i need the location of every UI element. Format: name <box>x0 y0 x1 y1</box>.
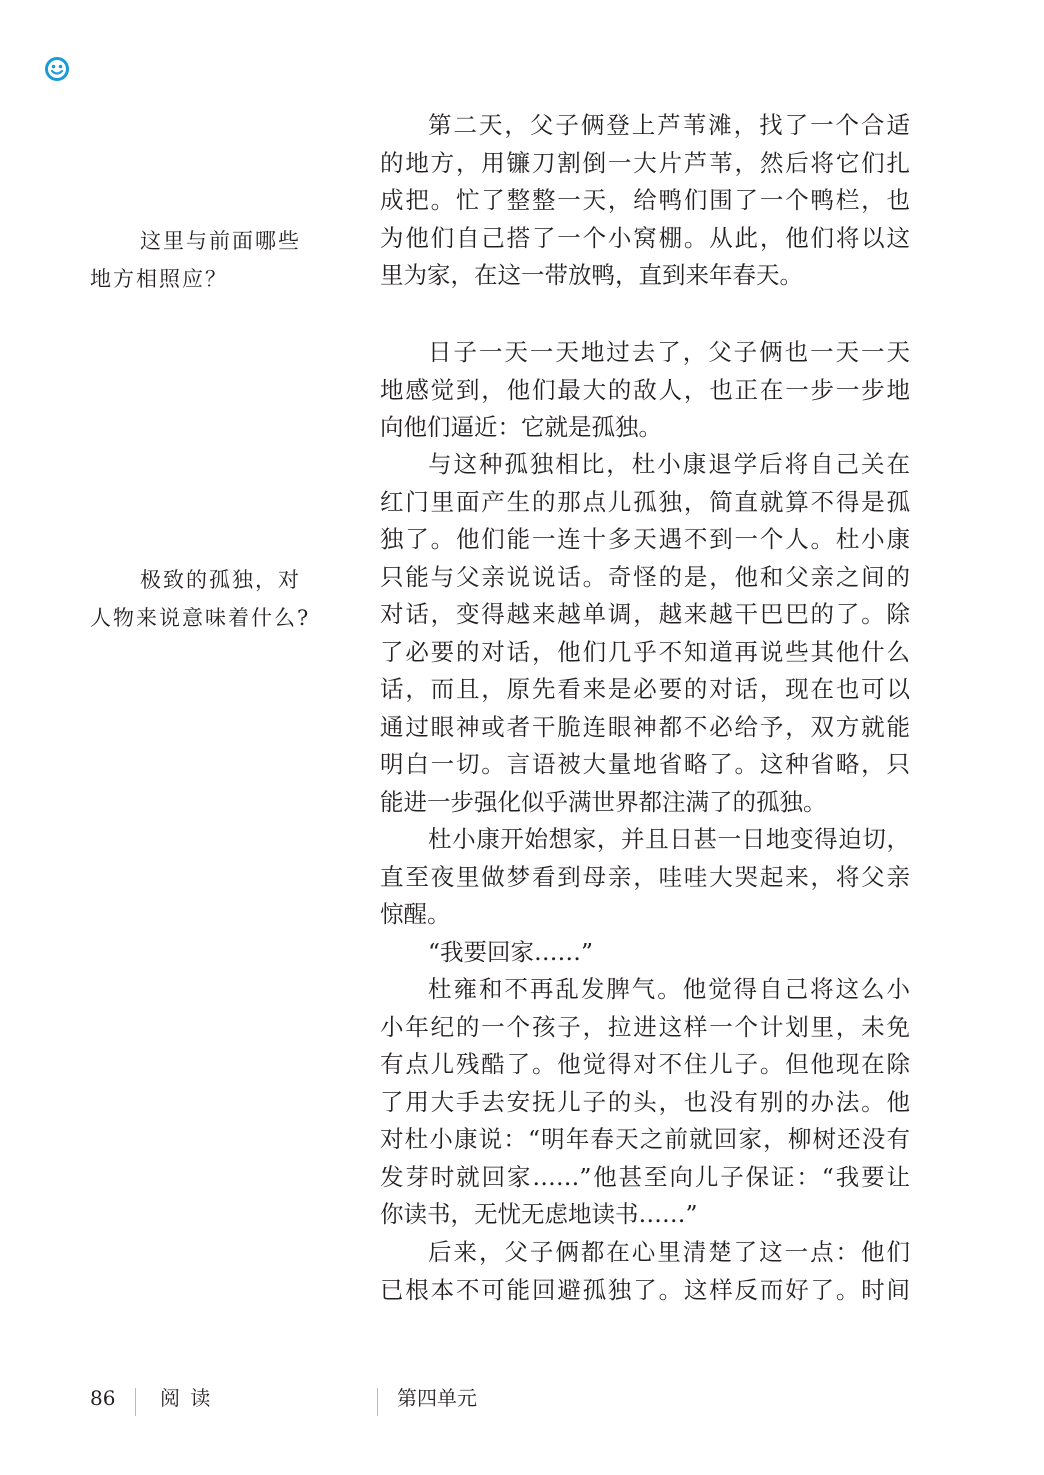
text-line: 已根本不可能回避孤独了。这样反而好了。时间 <box>380 1275 910 1304</box>
text-line: 独了。他们能一连十多天遇不到一个人。杜小康 <box>380 525 910 553</box>
text-line: 了必要的对话，他们几乎不知道再说些其他什么 <box>380 637 910 666</box>
text-line: 通过眼神或者干脆连眼神都不必给予，双方就能 <box>380 712 910 741</box>
text-line: 对杜小康说：“明年春天之前就回家，柳树还没有 <box>380 1125 910 1153</box>
paragraph-4 <box>380 821 910 934</box>
margin-note-line: 人物来说意味着什么? <box>90 606 311 630</box>
text-line: 地感觉到，他们最大的敌人，也正在一步一步地 <box>380 375 910 404</box>
text-line: 红门里面产生的那点儿孤独，简直就算不得是孤 <box>380 487 910 516</box>
margin-note-line: 极致的孤独，对 <box>140 568 301 592</box>
text-line: 与这种孤独相比，杜小康退学后将自己关在 <box>428 450 910 478</box>
paragraph-5 <box>380 934 910 972</box>
text-line: 日子一天一天地过去了，父子俩也一天一天 <box>428 338 910 366</box>
text-line: 了用大手去安抚儿子的头，也没有别的办法。他 <box>380 1087 910 1116</box>
text-line: “我要回家……” <box>428 938 594 966</box>
page-number: 86 <box>90 1386 116 1410</box>
section-label: 阅 读 <box>160 1386 213 1410</box>
text-line: 后来，父子俩都在心里清楚了这一点：他们 <box>428 1238 910 1266</box>
text-line: 杜雍和不再乱发脾气。他觉得自己将这么小 <box>428 975 910 1003</box>
text-line: 里为家，在这一带放鸭，直到来年春天。 <box>380 261 803 289</box>
smiley-face-icon <box>44 56 70 82</box>
margin-note-line: 这里与前面哪些 <box>140 229 301 253</box>
margin-note-2 <box>90 561 322 637</box>
text-line: 话，而且，原先看来是必要的对话，现在也可以 <box>380 675 910 703</box>
footer-divider <box>135 1388 136 1416</box>
text-line: 第二天，父子俩登上芦苇滩，找了一个合适 <box>428 111 910 139</box>
text-line: 杜小康开始想家，并且日甚一日地变得迫切， <box>428 825 910 853</box>
text-line: 的地方，用镰刀割倒一大片芦苇，然后将它们扎 <box>380 148 910 177</box>
text-line: 有点儿残酷了。他觉得对不住儿子。但他现在除 <box>380 1050 910 1078</box>
text-line: 向他们逼近：它就是孤独。 <box>380 413 662 441</box>
paragraph-3 <box>380 446 910 821</box>
margin-note-line: 地方相照应？ <box>90 267 228 291</box>
paragraph-6 <box>380 971 910 1234</box>
paragraph-2 <box>380 334 910 447</box>
text-line: 惊醒。 <box>380 900 451 928</box>
unit-label: 第四单元 <box>397 1386 477 1410</box>
text-line: 为他们自己搭了一个小窝棚。从此，他们将以这 <box>380 223 910 252</box>
text-line: 小年纪的一个孩子，拉进这样一个计划里，未免 <box>380 1012 910 1041</box>
text-line: 成把。忙了整整一天，给鸭们围了一个鸭栏，也 <box>380 186 910 214</box>
text-line: 能进一步强化似乎满世界都注满了的孤独。 <box>380 787 827 816</box>
text-line: 发芽时就回家……”他甚至向儿子保证：“我要让 <box>380 1162 910 1191</box>
text-line: 只能与父亲说说话。奇怪的是，他和父亲之间的 <box>380 562 910 591</box>
text-line: 对话，变得越来越单调，越来越干巴巴的了。除 <box>380 600 910 628</box>
footer-divider <box>377 1388 378 1416</box>
text-line: 直至夜里做梦看到母亲，哇哇大哭起来，将父亲 <box>380 862 910 891</box>
text-line: 你读书，无忧无虑地读书……” <box>380 1200 698 1228</box>
paragraph-1 <box>380 107 910 295</box>
text-line: 明白一切。言语被大量地省略了。这种省略，只 <box>380 750 910 778</box>
paragraph-7 <box>380 1234 910 1309</box>
margin-note-1 <box>90 222 322 298</box>
